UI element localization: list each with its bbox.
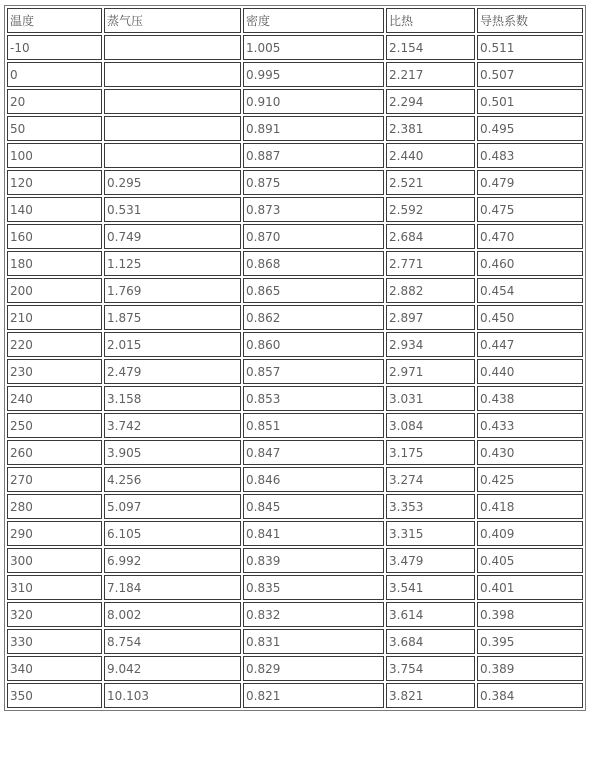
thermal-conductivity-cell: 0.425 bbox=[477, 467, 583, 492]
vapor-pressure-cell bbox=[104, 89, 241, 114]
density-cell: 0.875 bbox=[243, 170, 384, 195]
specific-heat-cell: 3.315 bbox=[386, 521, 475, 546]
table-row bbox=[7, 89, 583, 114]
header-cell-specific-heat: 比热 bbox=[386, 8, 475, 33]
specific-heat-cell: 3.684 bbox=[386, 629, 475, 654]
vapor-pressure-cell: 0.295 bbox=[104, 170, 241, 195]
temperature-cell: 0 bbox=[7, 62, 102, 87]
density-cell: 0.831 bbox=[243, 629, 384, 654]
vapor-pressure-cell: 6.105 bbox=[104, 521, 241, 546]
table-row bbox=[7, 440, 583, 465]
specific-heat-cell: 2.440 bbox=[386, 143, 475, 168]
density-cell: 0.857 bbox=[243, 359, 384, 384]
thermal-conductivity-cell: 0.438 bbox=[477, 386, 583, 411]
temperature-cell: 230 bbox=[7, 359, 102, 384]
specific-heat-cell: 2.771 bbox=[386, 251, 475, 276]
table-row bbox=[7, 521, 583, 546]
density-cell: 0.910 bbox=[243, 89, 384, 114]
specific-heat-cell: 2.521 bbox=[386, 170, 475, 195]
table-row bbox=[7, 683, 583, 708]
table-row bbox=[7, 467, 583, 492]
thermal-conductivity-cell: 0.389 bbox=[477, 656, 583, 681]
vapor-pressure-cell: 8.754 bbox=[104, 629, 241, 654]
temperature-cell: 180 bbox=[7, 251, 102, 276]
table-row bbox=[7, 251, 583, 276]
header-cell-thermal-conductivity: 导热系数 bbox=[477, 8, 583, 33]
specific-heat-cell: 3.353 bbox=[386, 494, 475, 519]
thermal-conductivity-cell: 0.470 bbox=[477, 224, 583, 249]
specific-heat-cell: 3.274 bbox=[386, 467, 475, 492]
table-row bbox=[7, 35, 583, 60]
vapor-pressure-cell: 6.992 bbox=[104, 548, 241, 573]
specific-heat-cell: 2.294 bbox=[386, 89, 475, 114]
specific-heat-cell: 2.897 bbox=[386, 305, 475, 330]
table-header-row bbox=[7, 8, 583, 33]
table-row bbox=[7, 170, 583, 195]
density-cell: 0.853 bbox=[243, 386, 384, 411]
thermal-conductivity-cell: 0.398 bbox=[477, 602, 583, 627]
thermal-conductivity-cell: 0.433 bbox=[477, 413, 583, 438]
vapor-pressure-cell: 0.531 bbox=[104, 197, 241, 222]
temperature-cell: 140 bbox=[7, 197, 102, 222]
thermal-conductivity-cell: 0.495 bbox=[477, 116, 583, 141]
temperature-cell: 310 bbox=[7, 575, 102, 600]
vapor-pressure-cell: 8.002 bbox=[104, 602, 241, 627]
temperature-cell: 210 bbox=[7, 305, 102, 330]
table-row bbox=[7, 413, 583, 438]
thermal-conductivity-cell: 0.460 bbox=[477, 251, 583, 276]
specific-heat-cell: 2.217 bbox=[386, 62, 475, 87]
specific-heat-cell: 3.031 bbox=[386, 386, 475, 411]
vapor-pressure-cell: 3.742 bbox=[104, 413, 241, 438]
thermal-conductivity-cell: 0.479 bbox=[477, 170, 583, 195]
temperature-cell: 330 bbox=[7, 629, 102, 654]
thermal-conductivity-cell: 0.483 bbox=[477, 143, 583, 168]
density-cell: 0.821 bbox=[243, 683, 384, 708]
temperature-cell: 240 bbox=[7, 386, 102, 411]
thermal-conductivity-cell: 0.405 bbox=[477, 548, 583, 573]
density-cell: 0.846 bbox=[243, 467, 384, 492]
temperature-cell: 320 bbox=[7, 602, 102, 627]
table-row bbox=[7, 494, 583, 519]
thermal-conductivity-cell: 0.454 bbox=[477, 278, 583, 303]
vapor-pressure-cell: 1.125 bbox=[104, 251, 241, 276]
density-cell: 0.847 bbox=[243, 440, 384, 465]
density-cell: 0.995 bbox=[243, 62, 384, 87]
specific-heat-cell: 2.934 bbox=[386, 332, 475, 357]
temperature-cell: 50 bbox=[7, 116, 102, 141]
density-cell: 1.005 bbox=[243, 35, 384, 60]
vapor-pressure-cell bbox=[104, 35, 241, 60]
vapor-pressure-cell: 4.256 bbox=[104, 467, 241, 492]
thermal-conductivity-cell: 0.475 bbox=[477, 197, 583, 222]
density-cell: 0.873 bbox=[243, 197, 384, 222]
vapor-pressure-cell bbox=[104, 62, 241, 87]
density-cell: 0.891 bbox=[243, 116, 384, 141]
density-cell: 0.887 bbox=[243, 143, 384, 168]
specific-heat-cell: 2.971 bbox=[386, 359, 475, 384]
table-body bbox=[7, 8, 583, 708]
table-container bbox=[4, 5, 586, 711]
specific-heat-cell: 3.821 bbox=[386, 683, 475, 708]
temperature-cell: 350 bbox=[7, 683, 102, 708]
table-row bbox=[7, 305, 583, 330]
header-cell-density: 密度 bbox=[243, 8, 384, 33]
thermal-conductivity-cell: 0.511 bbox=[477, 35, 583, 60]
temperature-cell: 290 bbox=[7, 521, 102, 546]
vapor-pressure-cell: 9.042 bbox=[104, 656, 241, 681]
table-row bbox=[7, 332, 583, 357]
thermal-conductivity-cell: 0.501 bbox=[477, 89, 583, 114]
table-row bbox=[7, 548, 583, 573]
vapor-pressure-cell: 1.875 bbox=[104, 305, 241, 330]
thermal-conductivity-cell: 0.395 bbox=[477, 629, 583, 654]
thermal-conductivity-cell: 0.447 bbox=[477, 332, 583, 357]
temperature-cell: 160 bbox=[7, 224, 102, 249]
density-cell: 0.845 bbox=[243, 494, 384, 519]
temperature-cell: 280 bbox=[7, 494, 102, 519]
thermal-conductivity-cell: 0.430 bbox=[477, 440, 583, 465]
temperature-cell: 20 bbox=[7, 89, 102, 114]
specific-heat-cell: 3.175 bbox=[386, 440, 475, 465]
thermal-conductivity-cell: 0.450 bbox=[477, 305, 583, 330]
table-row bbox=[7, 575, 583, 600]
thermal-conductivity-cell: 0.507 bbox=[477, 62, 583, 87]
temperature-cell: 300 bbox=[7, 548, 102, 573]
thermal-conductivity-cell: 0.418 bbox=[477, 494, 583, 519]
table-row bbox=[7, 602, 583, 627]
temperature-cell: 250 bbox=[7, 413, 102, 438]
vapor-pressure-cell: 10.103 bbox=[104, 683, 241, 708]
vapor-pressure-cell: 3.905 bbox=[104, 440, 241, 465]
specific-heat-cell: 2.882 bbox=[386, 278, 475, 303]
data-table bbox=[4, 5, 586, 711]
vapor-pressure-cell: 1.769 bbox=[104, 278, 241, 303]
temperature-cell: 220 bbox=[7, 332, 102, 357]
vapor-pressure-cell: 0.749 bbox=[104, 224, 241, 249]
density-cell: 0.862 bbox=[243, 305, 384, 330]
specific-heat-cell: 3.614 bbox=[386, 602, 475, 627]
temperature-cell: 340 bbox=[7, 656, 102, 681]
vapor-pressure-cell: 2.479 bbox=[104, 359, 241, 384]
density-cell: 0.835 bbox=[243, 575, 384, 600]
specific-heat-cell: 2.381 bbox=[386, 116, 475, 141]
vapor-pressure-cell: 3.158 bbox=[104, 386, 241, 411]
table-row bbox=[7, 197, 583, 222]
temperature-cell: -10 bbox=[7, 35, 102, 60]
thermal-conductivity-cell: 0.384 bbox=[477, 683, 583, 708]
density-cell: 0.832 bbox=[243, 602, 384, 627]
temperature-cell: 120 bbox=[7, 170, 102, 195]
table-row bbox=[7, 116, 583, 141]
temperature-cell: 270 bbox=[7, 467, 102, 492]
temperature-cell: 200 bbox=[7, 278, 102, 303]
table-row bbox=[7, 656, 583, 681]
specific-heat-cell: 3.479 bbox=[386, 548, 475, 573]
table-row bbox=[7, 629, 583, 654]
table-row bbox=[7, 386, 583, 411]
vapor-pressure-cell: 2.015 bbox=[104, 332, 241, 357]
vapor-pressure-cell bbox=[104, 116, 241, 141]
vapor-pressure-cell bbox=[104, 143, 241, 168]
density-cell: 0.851 bbox=[243, 413, 384, 438]
specific-heat-cell: 2.684 bbox=[386, 224, 475, 249]
thermal-conductivity-cell: 0.401 bbox=[477, 575, 583, 600]
header-cell-vapor-pressure: 蒸气压 bbox=[104, 8, 241, 33]
header-cell-temperature: 温度 bbox=[7, 8, 102, 33]
table-row bbox=[7, 62, 583, 87]
thermal-conductivity-cell: 0.409 bbox=[477, 521, 583, 546]
table-row bbox=[7, 278, 583, 303]
table-row bbox=[7, 224, 583, 249]
density-cell: 0.841 bbox=[243, 521, 384, 546]
temperature-cell: 260 bbox=[7, 440, 102, 465]
vapor-pressure-cell: 5.097 bbox=[104, 494, 241, 519]
density-cell: 0.865 bbox=[243, 278, 384, 303]
specific-heat-cell: 3.754 bbox=[386, 656, 475, 681]
specific-heat-cell: 3.541 bbox=[386, 575, 475, 600]
specific-heat-cell: 2.154 bbox=[386, 35, 475, 60]
temperature-cell: 100 bbox=[7, 143, 102, 168]
specific-heat-cell: 2.592 bbox=[386, 197, 475, 222]
density-cell: 0.829 bbox=[243, 656, 384, 681]
density-cell: 0.868 bbox=[243, 251, 384, 276]
table-row bbox=[7, 143, 583, 168]
density-cell: 0.839 bbox=[243, 548, 384, 573]
density-cell: 0.870 bbox=[243, 224, 384, 249]
specific-heat-cell: 3.084 bbox=[386, 413, 475, 438]
vapor-pressure-cell: 7.184 bbox=[104, 575, 241, 600]
table-row bbox=[7, 359, 583, 384]
density-cell: 0.860 bbox=[243, 332, 384, 357]
thermal-conductivity-cell: 0.440 bbox=[477, 359, 583, 384]
